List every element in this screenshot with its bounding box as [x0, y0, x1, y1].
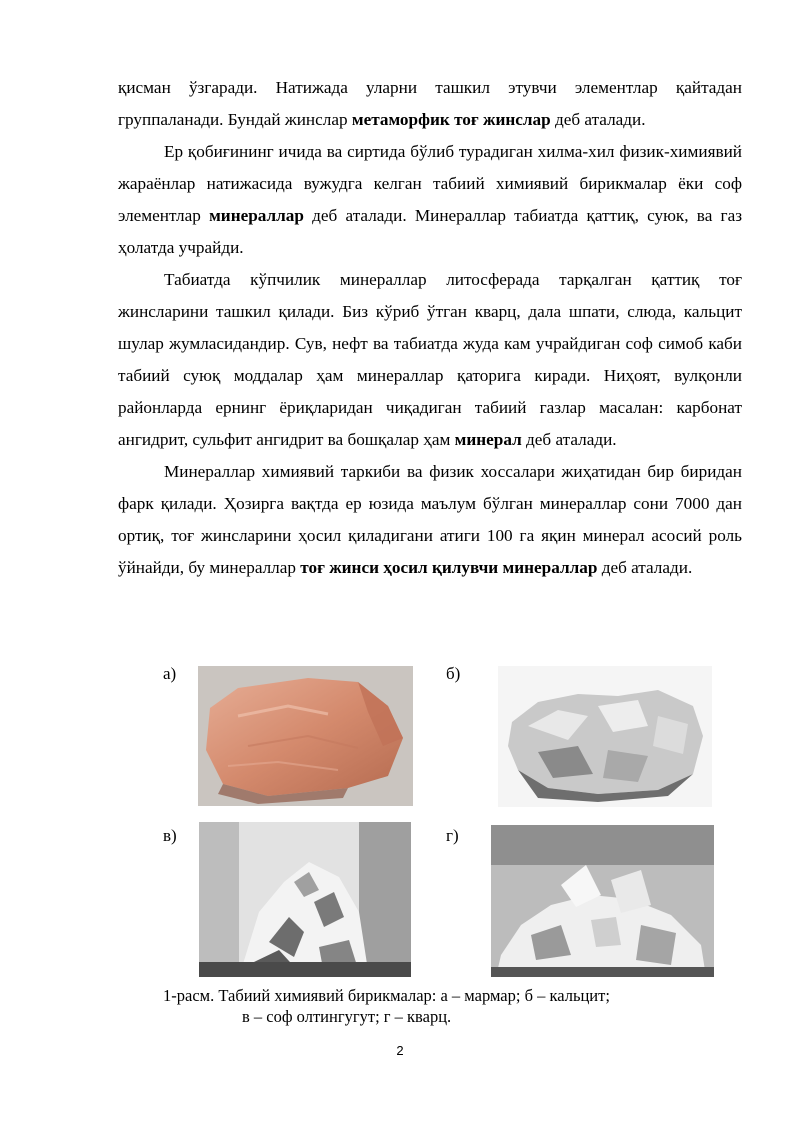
photo-quartz	[491, 825, 714, 977]
figure-label-a: а)	[163, 664, 177, 683]
figure-label-b: б)	[446, 664, 461, 683]
figure-caption	[163, 985, 723, 1027]
text-run: деб аталади.	[550, 110, 646, 129]
body-text	[118, 72, 742, 584]
bold-term: тоғ жинси ҳосил қилувчи минераллар	[300, 558, 598, 577]
photo-calcite	[498, 666, 712, 807]
paragraph	[118, 264, 742, 456]
caption-line-2: в – соф олтингугут; г – кварц.	[242, 1007, 452, 1026]
photo-marble	[198, 666, 413, 806]
bold-term: минераллар	[209, 206, 304, 225]
text-run: қисман ўзгаради. Натижада уларни ташкил этувчи элементлар қайтадан группаланади. Бундай жинслар	[118, 78, 742, 129]
caption-line-1: 1-расм. Табиий химиявий бирикмалар: а – мармар; б – кальцит;	[163, 986, 610, 1005]
text-run: деб аталади.	[597, 558, 693, 577]
figure-label-c: в)	[163, 826, 177, 845]
bold-term: минерал	[454, 430, 522, 449]
paragraph	[118, 72, 742, 136]
paragraph	[118, 456, 742, 584]
bold-term: метаморфик тоғ жинслар	[351, 110, 551, 129]
text-run: Табиатда кўпчилик минераллар литосферада тарқалган қаттиқ тоғ жинсларини ташкил қилади. Биз кўриб ўтган кварц, дала шпати, слюда, кальцит шулар жумласидандир. Сув, нефт ва табиатда жуда кам учрайдиган соф симоб каби табиий суюқ моддалар ҳам минераллар қаторига киради. Ниҳоят, вулқонли районларда ернинг ёриқларидан чиқадиган табиий газлар масалан: карбонат ангидрит, сульфит ангидрит ва бошқалар ҳам	[118, 270, 742, 449]
text-run: деб аталади.	[521, 430, 617, 449]
paragraph	[118, 136, 742, 264]
text-run: Минераллар химиявий таркиби ва физик хоссалари жиҳатидан бир биридан фарк қилади. Ҳозирга вақтда ер юзида маълум бўлган минераллар сони 7000 дан ортиқ, тоғ жинсларини ҳосил қиладигани атиги 100 га яқин минерал асосий роль ўйнайди, бу минераллар	[118, 462, 742, 577]
page-number: 2	[396, 1043, 404, 1058]
text-run: деб аталади. Минераллар табиатда қаттиқ, суюк, ва газ ҳолатда учрайди.	[118, 206, 742, 257]
figure-label-d: г)	[446, 826, 459, 845]
photo-native-sulfur	[199, 822, 411, 977]
text-run: Ер қобиғининг ичида ва сиртида бўлиб турадиган хилма-хил физик-химиявий жараёнлар натижасида вужудга келган табиий химиявий бирикмалар ёки соф элементлар	[118, 142, 742, 225]
